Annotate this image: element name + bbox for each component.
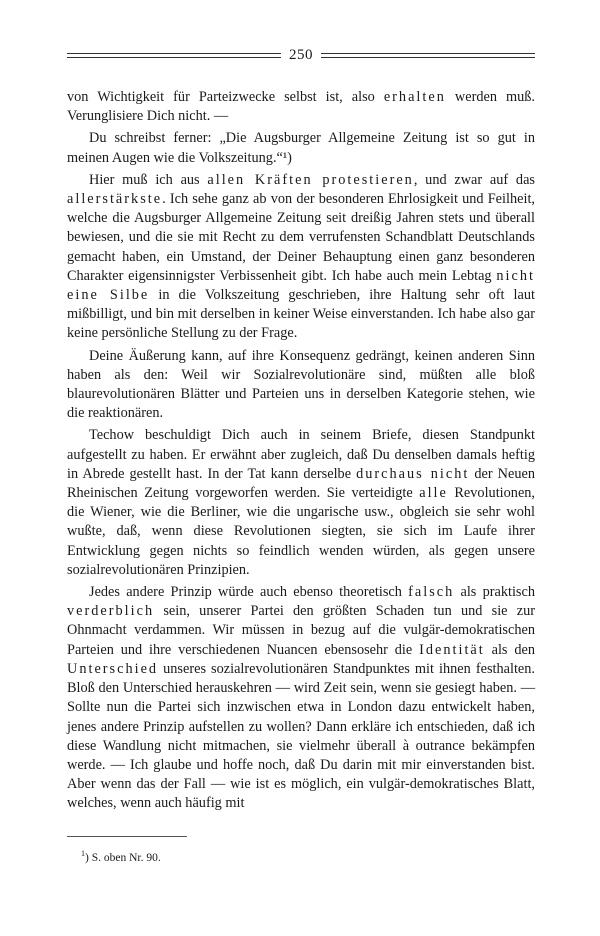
footnote-rule xyxy=(67,836,187,837)
spaced-emphasis: allerstärkste xyxy=(67,191,163,208)
spaced-emphasis: Unterschied xyxy=(67,660,159,677)
text-run: als den xyxy=(484,641,535,658)
paragraph xyxy=(67,88,535,126)
text-run: Du schreibst ferner: „Die Augsburger Allgemeine Zeitung ist so gut in meinen Augen wie die Volkszeitung.“¹) xyxy=(67,130,535,166)
text-run: werden muß. Verunglisiere Dich nicht. — xyxy=(67,89,535,125)
text-run: Revolutionen, die Wiener, wie die Berliner, wie die ungarische usw., obgleich sie sehr wohl wußte, daß, wenn diese Revolutionen siegten, sie sich im Laufe ihrer Entwicklung gegen nichts so feindlich wenden würden, als gegen unsere sozialrevolutionären Prinzipien. xyxy=(67,485,536,578)
header-rule-right xyxy=(321,53,535,58)
book-page xyxy=(67,44,535,863)
spaced-emphasis: erhalten xyxy=(383,89,446,105)
text-run: Techow beschuldigt Dich auch in seinem Briefe, diesen Standpunkt aufgestellt zu haben. Er erwähnt aber zugleich, daß Du denselben damals heftig in Abrede gestellt hast. In der Tat kann derselbe xyxy=(67,427,535,482)
spaced-emphasis: Identität xyxy=(419,641,485,658)
text-run: in die Volkszeitung geschrieben, ihre Haltung sehr oft laut mißbilligt, und bin mit derselben in keiner Weise einverstanden. Ich habe also gar keine persönliche Stellung zu der Frage. xyxy=(67,287,535,342)
footnote-marker: 1 xyxy=(81,848,85,858)
page-number: 250 xyxy=(289,46,313,63)
paragraph xyxy=(67,171,535,344)
text-run: . Ich sehe ganz ab von der besonderen Ehrlosigkeit und Feilheit, welche die Augsburger Allgemeine Zeitung seit dreißig Jahren stets und überall bewiesen, und die sie mit Recht zu dem verrufensten Schandblatt Deutschlands gemacht haben, ein Umstand, der Deiner Behauptung einen ganz besonderen Charakter eigensinnigster Verbissenheit gibt. Ich habe auch mein Lebtag xyxy=(67,191,535,284)
text-run: Hier muß ich aus xyxy=(89,171,208,188)
text-run: Deine Äußerung kann, auf ihre Konsequenz gedrängt, keinen anderen Sinn haben als den: Weil wir Sozialrevolutionäre sind, müßten alle bloß blaurevolutionären Blätter und Parteien uns in derselben Kategorie stehen, wie die reaktionären. xyxy=(67,347,535,422)
footnote xyxy=(67,849,535,864)
spaced-emphasis: allen Kräften protestieren xyxy=(207,171,414,188)
spaced-emphasis: alle xyxy=(419,485,448,502)
footnote-text: ) S. oben Nr. 90. xyxy=(85,851,161,864)
text-run: unseres sozialrevolutionären Standpunktes mit ihnen festhalten. Bloß den Unterschied herauskehren — wird Zeit sein, wenn sie gesiegt haben. — Sollte nun die Partei sich inzwischen etwa in London dazu entwickelt haben, jenes andere Prinzip aufstellen zu wollen? Dann erkläre ich entschieden, daß ich diese Wandlung nicht mitmachen, sie vielmehr überall à outrance bekämpfen werde. — Ich glaube und hoffe noch, daß Du darin mit mir einverstanden bist. Aber wenn das der Fall — wie ist es möglich, ein vulgär-demokratisches Blatt, welches, wenn auch häufig mit xyxy=(67,660,535,812)
spaced-emphasis: durchaus nicht xyxy=(356,465,470,482)
paragraph xyxy=(67,129,535,167)
spaced-emphasis: verderblich xyxy=(67,603,155,620)
text-run: der Neuen Rheinischen Zeitung vorgeworfen werden. Sie verteidigte xyxy=(67,465,536,502)
paragraph xyxy=(67,583,535,813)
paragraph xyxy=(67,347,535,424)
body-text xyxy=(67,88,535,814)
paragraph xyxy=(67,426,535,580)
text-run: , und zwar auf das xyxy=(413,171,535,188)
text-run: von Wichtigkeit für Parteizwecke selbst ist, also xyxy=(67,89,384,105)
text-run: als praktisch xyxy=(454,584,535,601)
text-run: Jedes andere Prinzip würde auch ebenso theoretisch xyxy=(89,584,409,601)
spaced-emphasis: nicht eine Silbe xyxy=(67,267,535,304)
text-run: sein, unserer Partei den größten Schaden tun und sie zur Ohnmacht verdammen. Wir müssen in bezug auf die vulgär-demokratischen Parteien und ihre verschiedenen Nuancen ebensosehr die xyxy=(67,603,535,658)
header-rule-left xyxy=(67,53,281,58)
spaced-emphasis: falsch xyxy=(408,584,455,601)
page-header xyxy=(67,44,535,66)
